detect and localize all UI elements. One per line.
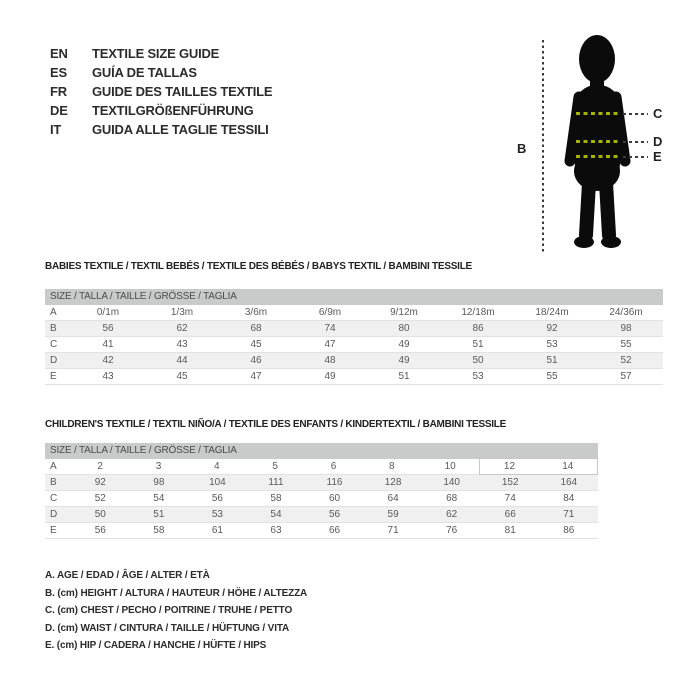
row-label: A bbox=[50, 307, 57, 318]
language-code: IT bbox=[50, 122, 62, 137]
language-code: FR bbox=[50, 84, 67, 99]
table-cell: 164 bbox=[560, 477, 578, 488]
table-cell: 98 bbox=[620, 323, 632, 334]
table-cell: 68 bbox=[250, 323, 262, 334]
measurement-figure bbox=[500, 25, 700, 265]
table-cell: 12 bbox=[503, 461, 516, 472]
language-title: GUIDA ALLE TAGLIE TESSILI bbox=[92, 122, 269, 137]
table-cell: 51 bbox=[546, 355, 558, 366]
table-cell: 61 bbox=[211, 525, 223, 536]
language-code: EN bbox=[50, 46, 68, 61]
table-cell: 10 bbox=[444, 461, 456, 472]
table-cell: 43 bbox=[102, 371, 114, 382]
language-row-fr bbox=[50, 82, 272, 101]
table-cell: 44 bbox=[176, 355, 188, 366]
child-silhouette-icon bbox=[549, 33, 649, 253]
table-row-c bbox=[45, 337, 663, 353]
language-row-en bbox=[50, 44, 272, 63]
table-cell: 50 bbox=[94, 509, 106, 520]
table-cell: 56 bbox=[328, 509, 341, 520]
row-label: B bbox=[50, 323, 57, 334]
waist-label: D bbox=[653, 134, 663, 149]
row-label: D bbox=[50, 355, 58, 366]
table-cell: 74 bbox=[324, 323, 336, 334]
legend-line: C. (cm) CHEST / PECHO / POITRINE / TRUHE / PETTO bbox=[45, 605, 293, 617]
row-label: B bbox=[50, 477, 57, 488]
height-measure-line bbox=[542, 40, 544, 252]
legend-line: A. AGE / EDAD / ÂGE / ALTER / ETÀ bbox=[45, 570, 210, 581]
table-cell: 9/12m bbox=[390, 307, 418, 318]
table-cell: 0/1m bbox=[96, 307, 120, 318]
table-cell: 58 bbox=[153, 525, 165, 536]
waist-measure-line bbox=[576, 140, 619, 143]
waist-leader-line bbox=[623, 141, 648, 143]
table-cell: 42 bbox=[102, 355, 114, 366]
table-cell: 6/9m bbox=[318, 307, 342, 318]
table-cell: 45 bbox=[176, 371, 188, 382]
table-cell: 81 bbox=[504, 525, 516, 536]
hip-leader-line bbox=[623, 156, 648, 158]
table-cell: 47 bbox=[324, 339, 336, 350]
table-cell: 140 bbox=[443, 477, 460, 488]
language-row-de bbox=[50, 101, 272, 120]
language-title: GUÍA DE TALLAS bbox=[92, 65, 197, 80]
table-cell: 52 bbox=[620, 355, 632, 366]
table-row-a bbox=[45, 305, 663, 321]
table-cell: 53 bbox=[472, 371, 484, 382]
measurement-legend bbox=[45, 567, 307, 655]
table-cell: 68 bbox=[446, 493, 458, 504]
table-cell: 59 bbox=[387, 509, 399, 520]
table-cell: 104 bbox=[209, 477, 226, 488]
table-cell: 14 bbox=[562, 461, 574, 472]
hip-label: E bbox=[653, 149, 662, 164]
hip-measure-line bbox=[576, 155, 619, 158]
table-cell: 62 bbox=[446, 509, 458, 520]
babies-size-table bbox=[45, 289, 663, 385]
chest-measure-line bbox=[576, 112, 618, 115]
legend-line: B. (cm) HEIGHT / ALTURA / HAUTEUR / HÖHE / ALTEZZA bbox=[45, 587, 308, 599]
table-cell: 128 bbox=[384, 477, 402, 488]
table-row-b bbox=[45, 321, 663, 337]
table-cell: 60 bbox=[328, 493, 341, 504]
table-cell: 41 bbox=[102, 339, 114, 350]
table-cell: 84 bbox=[563, 493, 575, 504]
table-cell: 46 bbox=[250, 355, 262, 366]
table-cell: 54 bbox=[270, 509, 282, 520]
babies-table-title: BABIES TEXTILE / TEXTIL BEBÉS / TEXTILE DES BÉBÉS / BABYS TEXTIL / BAMBINI TESSILE bbox=[45, 261, 472, 272]
size-header-bar: SIZE / TALLA / TAILLE / GRÖSSE / TAGLIA bbox=[45, 443, 598, 459]
table-cell: 51 bbox=[398, 371, 410, 382]
table-cell: 71 bbox=[563, 509, 575, 520]
legend-line: D. (cm) WAIST / CINTURA / TAILLE / HÜFTUNG / VITA bbox=[45, 622, 290, 634]
table-cell: 50 bbox=[472, 355, 484, 366]
highlighted-sizes-box bbox=[479, 458, 598, 475]
table-cell: 49 bbox=[398, 355, 410, 366]
table-cell: 4 bbox=[214, 461, 220, 472]
table-cell: 24/36m bbox=[609, 307, 643, 318]
table-cell: 48 bbox=[324, 355, 336, 366]
table-cell: 66 bbox=[504, 509, 516, 520]
row-label: C bbox=[50, 493, 58, 504]
table-cell: 12/18m bbox=[461, 307, 495, 318]
language-list bbox=[50, 44, 272, 139]
table-cell: 63 bbox=[270, 525, 282, 536]
table-cell: 45 bbox=[250, 339, 262, 350]
table-cell: 76 bbox=[446, 525, 458, 536]
table-cell: 71 bbox=[387, 525, 399, 536]
table-cell: 2 bbox=[97, 461, 103, 472]
table-cell: 51 bbox=[153, 509, 165, 520]
table-cell: 8 bbox=[389, 461, 395, 472]
table-cell: 80 bbox=[398, 323, 410, 334]
table-cell: 3/6m bbox=[244, 307, 268, 318]
table-cell: 52 bbox=[94, 493, 106, 504]
table-cell: 53 bbox=[211, 509, 223, 520]
row-label: C bbox=[50, 339, 58, 350]
table-cell: 86 bbox=[563, 525, 575, 536]
table-cell: 54 bbox=[153, 493, 165, 504]
table-row-d bbox=[45, 353, 663, 369]
table-cell: 98 bbox=[153, 477, 165, 488]
language-row-it bbox=[50, 120, 272, 139]
table-cell: 56 bbox=[102, 323, 114, 334]
table-cell: 53 bbox=[546, 339, 558, 350]
table-cell: 3 bbox=[155, 461, 162, 472]
chest-leader-line bbox=[623, 113, 648, 115]
table-cell: 6 bbox=[330, 461, 337, 472]
height-label: B bbox=[517, 141, 527, 156]
table-cell: 152 bbox=[501, 477, 519, 488]
table-cell: 55 bbox=[546, 371, 558, 382]
table-cell: 51 bbox=[472, 339, 484, 350]
table-cell: 86 bbox=[472, 323, 484, 334]
table-cell: 111 bbox=[268, 477, 284, 488]
table-cell: 56 bbox=[94, 525, 106, 536]
table-cell: 49 bbox=[398, 339, 410, 350]
language-title: GUIDE DES TAILLES TEXTILE bbox=[92, 84, 273, 99]
table-cell: 47 bbox=[250, 371, 262, 382]
table-cell: 92 bbox=[546, 323, 558, 334]
table-row-c bbox=[45, 491, 598, 507]
table-cell: 49 bbox=[324, 371, 336, 382]
table-cell: 55 bbox=[620, 339, 632, 350]
row-label: E bbox=[50, 371, 57, 382]
table-cell: 64 bbox=[387, 493, 399, 504]
table-cell: 74 bbox=[504, 493, 516, 504]
children-table-title: CHILDREN'S TEXTILE / TEXTIL NIÑO/A / TEXTILE DES ENFANTS / KINDERTEXTIL / BAMBINI TESSILE bbox=[45, 419, 507, 430]
table-cell: 18/24m bbox=[535, 307, 569, 318]
legend-line: E. (cm) HIP / CADERA / HANCHE / HÜFTE / HIPS bbox=[45, 640, 267, 652]
table-row-d bbox=[45, 507, 598, 523]
language-code: DE bbox=[50, 103, 68, 118]
row-label: E bbox=[50, 525, 57, 536]
row-label: D bbox=[50, 509, 58, 520]
table-row-a bbox=[45, 459, 598, 475]
table-cell: 56 bbox=[211, 493, 223, 504]
language-code: ES bbox=[50, 65, 67, 80]
row-label: A bbox=[50, 461, 57, 472]
table-cell: 62 bbox=[176, 323, 188, 334]
table-cell: 92 bbox=[94, 477, 106, 488]
language-row-es bbox=[50, 63, 272, 82]
table-cell: 66 bbox=[328, 525, 341, 536]
table-cell: 1/3m bbox=[170, 307, 194, 318]
table-cell: 43 bbox=[176, 339, 188, 350]
table-cell: 5 bbox=[272, 461, 278, 472]
chest-label: C bbox=[653, 106, 663, 121]
language-title: TEXTILGRÖßENFÜHRUNG bbox=[92, 103, 254, 118]
table-cell: 58 bbox=[270, 493, 282, 504]
language-title: TEXTILE SIZE GUIDE bbox=[92, 46, 220, 61]
size-header-bar: SIZE / TALLA / TAILLE / GRÖSSE / TAGLIA bbox=[45, 289, 663, 305]
table-row-e bbox=[45, 523, 598, 539]
table-cell: 116 bbox=[326, 477, 343, 488]
table-row-e bbox=[45, 369, 663, 385]
children-size-table bbox=[45, 443, 598, 539]
table-cell: 57 bbox=[620, 371, 632, 382]
table-row-b bbox=[45, 475, 598, 491]
